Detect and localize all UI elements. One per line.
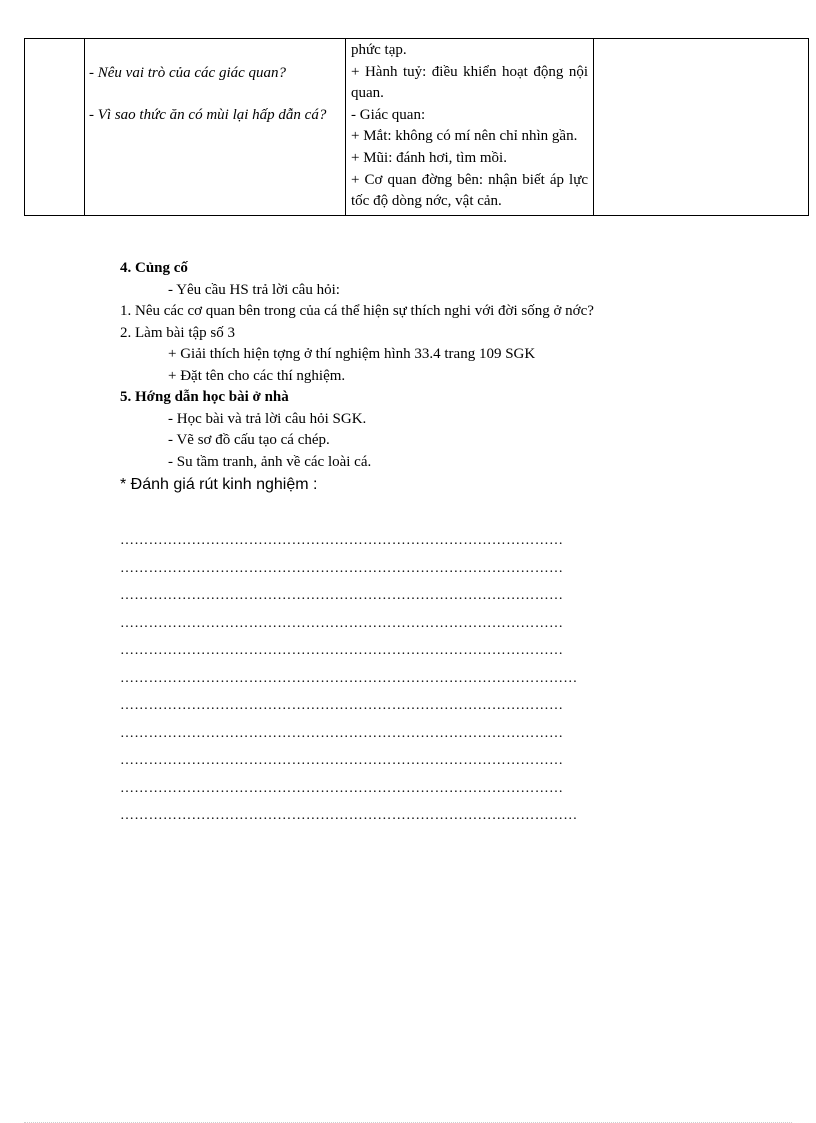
- section-4-item-1: 1. Nêu các cơ quan bên trong của cá thể hiện sự thích nghi với đời sống ở nớc?: [120, 303, 594, 319]
- question-1: - Nêu vai trò của các giác quan?: [89, 65, 287, 81]
- section-4-intro: - Yêu cầu HS trả lời câu hỏi:: [168, 281, 340, 298]
- dotted-line: …………………………………………………………………………………: [120, 725, 564, 741]
- table-cell-empty-1: [25, 39, 85, 216]
- dotted-line: …………………………………………………………………………………: [120, 588, 564, 603]
- section-4-sub-1: + Giải thích hiện tợng ở thí nghiệm hình 33.4 trang 109 SGK: [168, 346, 536, 362]
- section-4-sub-2: + Đặt tên cho các thí nghiệm.: [168, 367, 346, 384]
- lesson-body: [120, 258, 700, 496]
- questions-cell: [85, 39, 346, 216]
- dotted-line: …………………………………………………………………………………: [120, 615, 564, 631]
- evaluation-title: * Đánh giá rút kinh nghiệm :: [120, 476, 318, 493]
- section-5-item: - Vẽ sơ đồ cấu tạo cá chép.: [168, 432, 330, 448]
- table-cell-empty-4: [594, 39, 809, 216]
- answer-line: + Mắt: không có mí nên chỉ nhìn gần.: [351, 128, 578, 145]
- lesson-table: [24, 38, 809, 216]
- answers-cell: [346, 39, 594, 216]
- dotted-line: …………………………………………………………………………………: [120, 780, 564, 796]
- evaluation-lines: [120, 527, 578, 830]
- dotted-line: …………………………………………………………………………………: [120, 533, 564, 548]
- question-2: - Vì sao thức ăn có mùi lại hấp dẫn cá?: [89, 107, 327, 123]
- section-4-heading: 4. Củng cố: [120, 260, 188, 276]
- section-5-item: - Su tầm tranh, ảnh về các loài cá.: [168, 453, 372, 470]
- dotted-line: …………………………………………………………………………………: [120, 753, 564, 768]
- answer-line: + Mũi: đánh hơi, tìm mồi.: [351, 149, 507, 166]
- table-row: [25, 39, 809, 216]
- section-5-item: - Học bài và trả lời câu hỏi SGK.: [168, 410, 367, 427]
- dotted-line: …………………………………………………………………………………: [120, 560, 564, 576]
- dotted-line: …………………………………………………………………………………: [120, 643, 564, 658]
- dotted-line: …………………………………………………………………………………: [120, 698, 564, 713]
- answer-line: - Giác quan:: [351, 106, 426, 123]
- answer-line: + Cơ quan đờng bên: nhận biết áp lực tốc độ dòng nớc, vật cản.: [351, 171, 588, 210]
- answer-line: + Hành tuỷ: điều khiển hoạt động nội quan.: [351, 63, 588, 102]
- section-5-heading: 5. Hớng dẫn học bài ở nhà: [120, 389, 289, 405]
- answer-line: phức tạp.: [351, 42, 407, 58]
- dotted-line: ……………………………………………………………………………………: [120, 670, 578, 686]
- dotted-line: ……………………………………………………………………………………: [120, 808, 578, 823]
- section-4-item-2: 2. Làm bài tập số 3: [120, 324, 235, 341]
